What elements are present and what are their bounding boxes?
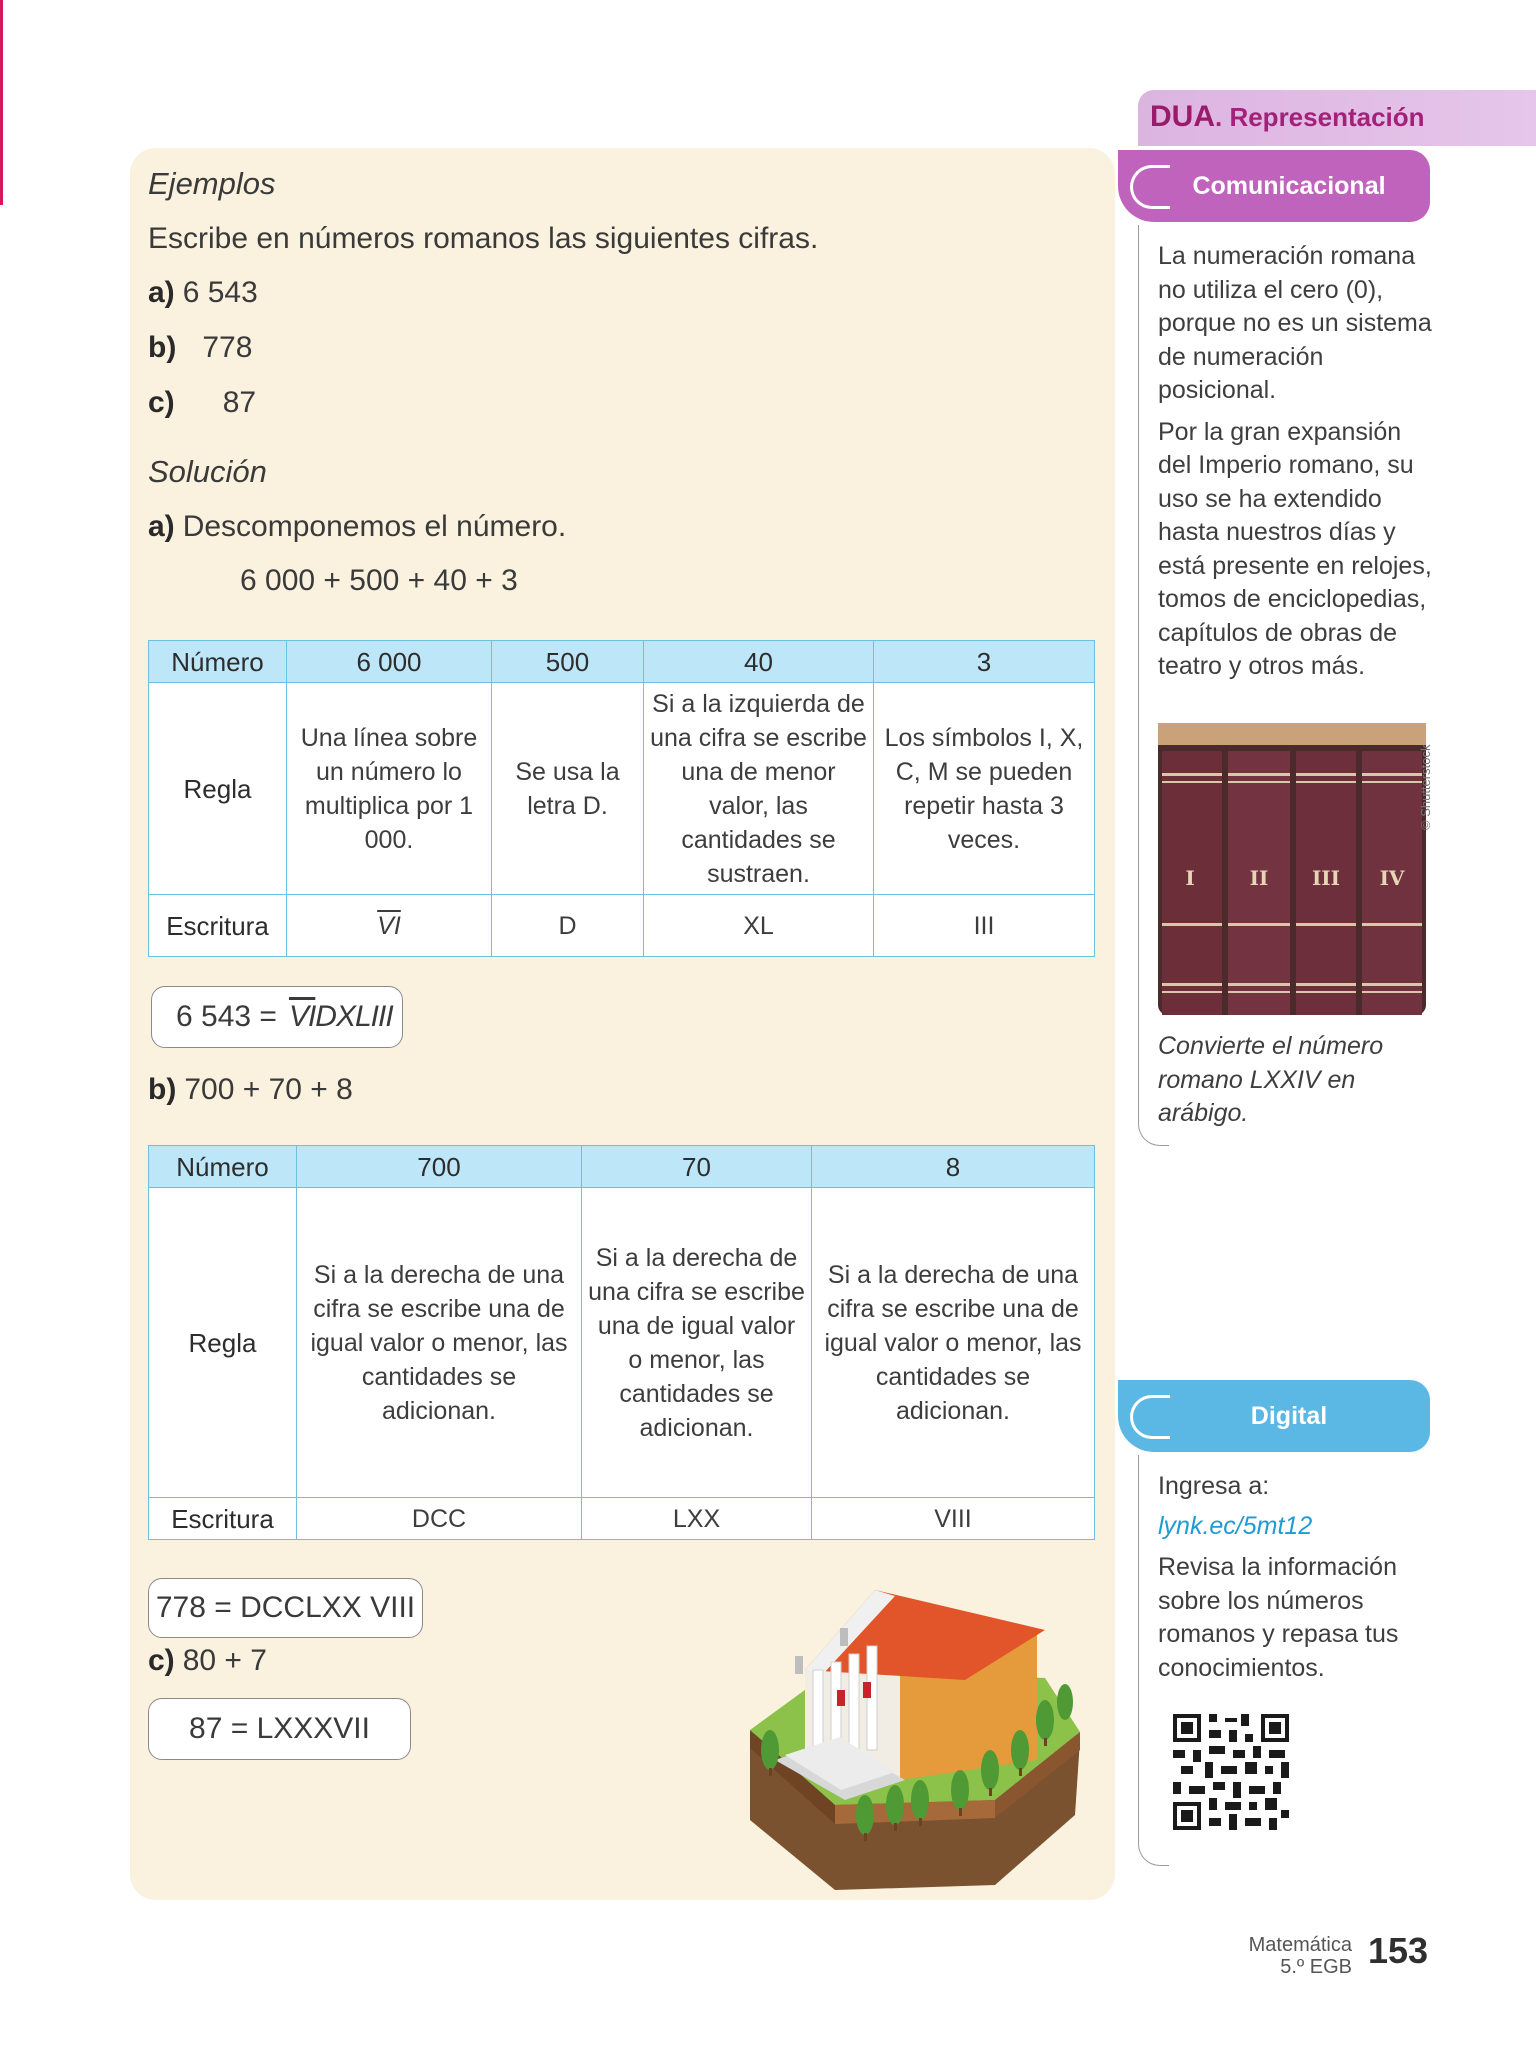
- tab-digital: [1118, 1380, 1430, 1452]
- item-value: 778: [202, 331, 253, 364]
- item-value: 87: [222, 386, 257, 419]
- table-cell: Los símbolos I, X, C, M se pueden repetir hasta 3 veces.: [874, 683, 1095, 895]
- example-item-a: [148, 276, 258, 310]
- book-volume-label: III: [1311, 866, 1341, 890]
- table-row-writing: [149, 895, 1095, 957]
- table-header-cell: 8: [812, 1146, 1095, 1188]
- examples-instruction: Escribe en números romanos las siguientes cifras.: [148, 222, 819, 255]
- tab-label: Digital: [1250, 1401, 1328, 1430]
- table-cell: Si a la derecha de una cifra se escribe una de igual valor o menor, las cantidades se adicionan.: [582, 1188, 812, 1498]
- decomposition-b: 700 + 70 + 8: [184, 1073, 353, 1106]
- solution-b-text: [148, 1073, 353, 1107]
- result-roman: [289, 1000, 393, 1034]
- decomposition-c: 80 + 7: [182, 1644, 267, 1677]
- table-cell: D: [492, 895, 644, 957]
- table-cell: Una línea sobre un número lo multiplica por 1 000.: [287, 683, 492, 895]
- item-label: a): [148, 276, 175, 309]
- table-header-cell: 3: [874, 641, 1095, 683]
- item-label: b): [148, 331, 177, 364]
- table-cell: XL: [644, 895, 874, 957]
- result-box-a: [151, 986, 403, 1048]
- sidebar-paragraph: La numeración romana no utiliza el cero (0), porque no es un sistema de numeración posicional.: [1158, 242, 1432, 404]
- result-box-c: 87 = LXXXVII: [148, 1698, 411, 1760]
- table-header-row: [149, 1146, 1095, 1188]
- overlined-numeral: $\overline{VI}$: [377, 911, 401, 940]
- table-header-cell: Número: [149, 1146, 297, 1188]
- row-label: Regla: [149, 1188, 297, 1498]
- table-cell-overlined: [287, 895, 492, 957]
- roman-temple-illustration: [745, 1590, 1080, 1900]
- table-header-cell: 700: [297, 1146, 582, 1188]
- rules-table-b: [148, 1145, 1095, 1540]
- book-volume-label: IV: [1379, 866, 1405, 890]
- item-value: 6 543: [182, 276, 258, 309]
- result-prefix: 6 543 =: [176, 1000, 277, 1033]
- table-row-rule: [149, 683, 1095, 895]
- dua-title: [1150, 100, 1425, 134]
- dua-strong: DUA: [1150, 100, 1215, 133]
- solution-a-text: [148, 510, 566, 544]
- solution-c-text: [148, 1644, 267, 1678]
- table-cell: Si a la derecha de una cifra se escribe una de igual valor o menor, las cantidades se adicionan.: [812, 1188, 1095, 1498]
- overlined-numeral: $\overline{VI}$: [288, 1000, 316, 1033]
- example-item-c: [148, 386, 256, 420]
- table-row-rule: [149, 1188, 1095, 1498]
- book-volume-label: I: [1185, 866, 1195, 890]
- example-item-b: [148, 331, 252, 365]
- sidebar-comunicacional-text: [1158, 240, 1433, 692]
- item-label: c): [148, 386, 175, 419]
- digital-text: Revisa la información sobre los números romanos y repasa tus conocimientos.: [1158, 1553, 1399, 1682]
- photo-credit: © Shutterstock: [1418, 744, 1433, 830]
- solution-title: Solución: [148, 454, 267, 489]
- dua-representation: . Representación: [1215, 102, 1425, 132]
- digital-link[interactable]: lynk.ec/5mt12: [1158, 1512, 1313, 1540]
- table-cell: III: [874, 895, 1095, 957]
- table-cell: LXX: [582, 1498, 812, 1540]
- table-cell: VIII: [812, 1498, 1095, 1540]
- sidebar-paragraph: Por la gran expansión del Imperio romano, su uso se ha extendido hasta nuestros días y está presente en relojes, tomos de enciclopedias, capítulos de obras de teatro y otros más.: [1158, 417, 1432, 680]
- photo-caption: Convierte el número romano LXXIV en arábigo.: [1158, 1032, 1384, 1127]
- table-header-cell: 70: [582, 1146, 812, 1188]
- row-label: Escritura: [149, 895, 287, 957]
- table-cell: Se usa la letra D.: [492, 683, 644, 895]
- table-cell: DCC: [297, 1498, 582, 1540]
- item-label: a): [148, 510, 175, 543]
- item-label: c): [148, 1644, 175, 1677]
- table-cell: Si a la izquierda de una cifra se escribe una de menor valor, las cantidades se sustraen.: [644, 683, 874, 895]
- solution-a-sentence: Descomponemos el número.: [182, 510, 567, 543]
- digital-intro: Ingresa a:: [1158, 1472, 1270, 1500]
- table-header-row: [149, 641, 1095, 683]
- tab-label: Comunicacional: [1192, 171, 1386, 200]
- tab-comunicacional: [1118, 150, 1430, 222]
- row-label: Escritura: [149, 1498, 297, 1540]
- footer-grade: 5.º EGB: [1280, 1956, 1352, 1978]
- page-edge-mark: [0, 0, 3, 205]
- result-box-b: 778 = DCCLXX VIII: [148, 1578, 423, 1638]
- table-header-cell: 500: [492, 641, 644, 683]
- item-label: b): [148, 1073, 177, 1106]
- table-row-writing: [149, 1498, 1095, 1540]
- encyclopedia-books-photo: [1158, 723, 1426, 1015]
- page-number: 153: [1368, 1930, 1429, 1971]
- table-header-cell: 6 000: [287, 641, 492, 683]
- table-header-cell: 40: [644, 641, 874, 683]
- rules-table-a: [148, 640, 1095, 957]
- table-header-cell: Número: [149, 641, 287, 683]
- table-cell: Si a la derecha de una cifra se escribe una de igual valor o menor, las cantidades se adicionan.: [297, 1188, 582, 1498]
- row-label: Regla: [149, 683, 287, 895]
- footer-subject: Matemática: [1248, 1934, 1352, 1956]
- qr-code-icon[interactable]: [1172, 1714, 1290, 1830]
- examples-title: Ejemplos: [148, 166, 276, 201]
- curl-icon: [1130, 1395, 1170, 1439]
- book-volume-label: II: [1249, 866, 1269, 890]
- curl-icon: [1130, 165, 1170, 209]
- result-rest: DXLIII: [315, 1000, 393, 1033]
- decomposition-a: 6 000 + 500 + 40 + 3: [240, 564, 518, 597]
